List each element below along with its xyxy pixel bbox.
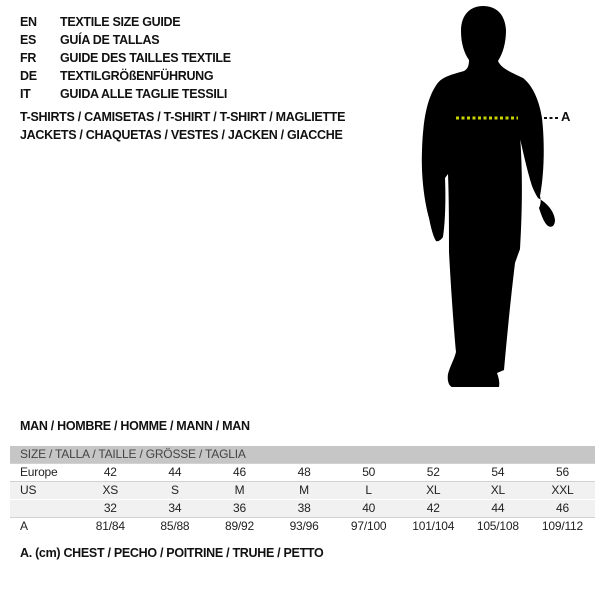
language-label: GUÍA DE TALLAS bbox=[60, 33, 160, 47]
category-list bbox=[20, 108, 345, 144]
size-cell: XL bbox=[426, 483, 441, 497]
size-cell: 56 bbox=[555, 465, 569, 479]
size-cell: 48 bbox=[297, 465, 311, 479]
size-cell: 34 bbox=[168, 501, 182, 515]
man-silhouette-shape bbox=[422, 6, 555, 387]
table-row-us bbox=[10, 481, 595, 499]
size-cell: 40 bbox=[362, 501, 376, 515]
language-label: TEXTILE SIZE GUIDE bbox=[60, 15, 181, 29]
language-row bbox=[20, 13, 231, 31]
language-row bbox=[20, 49, 231, 67]
measurement-legend: A. (cm) CHEST / PECHO / POITRINE / TRUHE / PETTO bbox=[20, 546, 324, 560]
size-cell: 36 bbox=[233, 501, 246, 515]
language-row bbox=[20, 67, 231, 85]
man-silhouette-figure bbox=[400, 0, 580, 400]
row-label bbox=[10, 500, 78, 517]
language-code: DE bbox=[20, 69, 37, 83]
size-cell: 81/84 bbox=[95, 519, 125, 533]
language-label: GUIDA ALLE TAGLIE TESSILI bbox=[60, 87, 228, 101]
size-cell: 97/100 bbox=[350, 519, 387, 533]
size-cell: XL bbox=[490, 483, 505, 497]
size-cell: 101/104 bbox=[412, 519, 455, 533]
language-row bbox=[20, 31, 231, 49]
size-cell: 46 bbox=[555, 501, 569, 515]
language-code: ES bbox=[20, 33, 37, 47]
size-table-header: SIZE / TALLA / TAILLE / GRÖSSE / TAGLIA bbox=[10, 446, 595, 463]
language-code: IT bbox=[20, 87, 31, 101]
size-cell: 54 bbox=[491, 465, 505, 479]
category-tshirts: T-SHIRTS / CAMISETAS / T-SHIRT / T-SHIRT / MAGLIETTE bbox=[20, 110, 346, 124]
language-label: GUIDE DES TAILLES TEXTILE bbox=[60, 51, 231, 65]
size-cell: 42 bbox=[426, 501, 440, 515]
language-code: FR bbox=[20, 51, 37, 65]
row-label: A bbox=[20, 519, 28, 533]
size-cell: XXL bbox=[551, 483, 574, 497]
size-cell: 50 bbox=[362, 465, 376, 479]
size-cell: 93/96 bbox=[289, 519, 319, 533]
size-cell: XS bbox=[102, 483, 119, 497]
language-label: TEXTILGRÖßENFÜHRUNG bbox=[60, 69, 214, 83]
language-row bbox=[20, 85, 231, 103]
row-label: Europe bbox=[20, 465, 58, 479]
size-cell: 38 bbox=[297, 501, 311, 515]
size-cell: M bbox=[234, 483, 245, 497]
size-table bbox=[10, 446, 595, 535]
size-cell: 85/88 bbox=[160, 519, 190, 533]
size-cell: 52 bbox=[426, 465, 440, 479]
size-cell: S bbox=[170, 483, 179, 497]
section-title-man: MAN / HOMBRE / HOMME / MANN / MAN bbox=[20, 419, 250, 433]
size-cell: M bbox=[299, 483, 309, 497]
table-row-numeric bbox=[10, 499, 595, 517]
language-code: EN bbox=[20, 15, 37, 29]
category-jackets: JACKETS / CHAQUETAS / VESTES / JACKEN / GIACCHE bbox=[20, 128, 343, 142]
table-row-europe bbox=[10, 463, 595, 481]
measure-label-a: A bbox=[561, 109, 571, 124]
size-cell: 32 bbox=[103, 501, 117, 515]
size-cell: 44 bbox=[491, 501, 505, 515]
size-cell: 46 bbox=[233, 465, 246, 479]
size-cell: 44 bbox=[168, 465, 182, 479]
size-cell: 42 bbox=[103, 465, 117, 479]
language-list bbox=[20, 13, 231, 103]
table-row-chest bbox=[10, 517, 595, 535]
size-cell: 89/92 bbox=[224, 519, 254, 533]
row-label: US bbox=[20, 483, 37, 497]
man-silhouette-svg bbox=[400, 0, 580, 400]
size-cell: 109/112 bbox=[541, 519, 583, 533]
size-cell: 105/108 bbox=[476, 519, 519, 533]
size-cell: L bbox=[365, 483, 372, 497]
